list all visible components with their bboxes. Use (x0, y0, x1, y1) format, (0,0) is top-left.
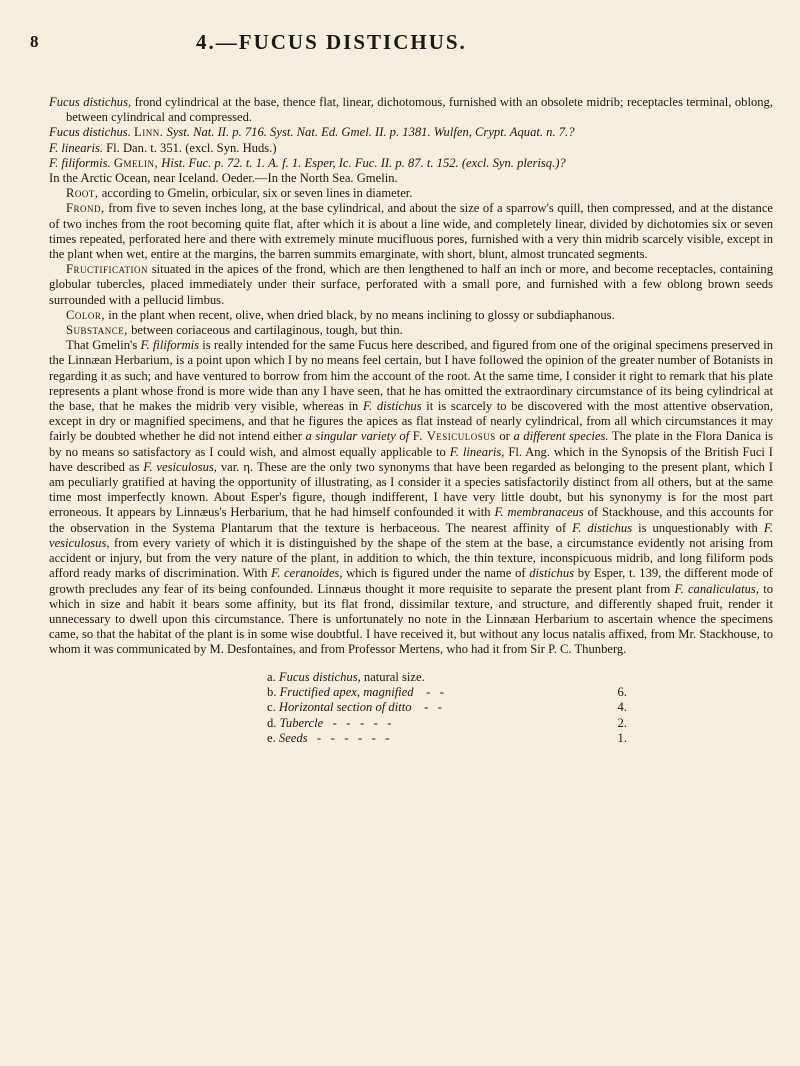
legend-item: e. Seeds - - - - - - 1. (267, 731, 627, 746)
page-number: 8 (30, 32, 39, 51)
synonym-entry: Fucus distichus. Linn. Syst. Nat. II. p. 716. Syst. Nat. Ed. Gmel. II. p. 1381. Wulfen, Crypt. Aquat. n. 7.? (49, 125, 575, 140)
plate-legend (267, 670, 773, 747)
synonym-entry: F. linearis. Fl. Dan. t. 351. (excl. Syn. Huds.) (49, 140, 277, 155)
specific-diagnosis: Fucus distichus, frond cylindrical at the base, thence flat, linear, dichotomous, furnished with an obsolete midrib; receptacles terminal, oblong, between cylindrical and compressed. (49, 95, 773, 125)
legend-item: a. Fucus distichus, natural size. (267, 669, 425, 684)
description-frond: Frond, from five to seven inches long, at the base cylindrical, and about the size of a sparrow's quill, then compressed, and at the distance of two inches from the root becoming quite flat, after which it is about a line wide, and completely linear, divided by dichotomies six or seven times repeated, perforated here and there with extremely minute mucifluous pores, furnished with a very thin midrib scarcely visible, except in the plant when wet, entire at the margins, the barren summits emarginate, with short, blunt, almost truncated segments. (49, 201, 774, 262)
habitat-line: In the Arctic Ocean, near Iceland. Oeder.—In the North Sea. Gmelin. (49, 171, 398, 186)
article-body (49, 95, 773, 747)
synonym-entry: F. filiformis. Gmelin, Hist. Fuc. p. 72. t. 1. A. f. 1. Esper, Ic. Fuc. II. p. 87. t. 152. (excl. Syn. plerisq.)? (49, 155, 566, 170)
commentary-paragraph: That Gmelin's F. filiformis is really intended for the same Fucus here described, and figured from one of the original specimens preserved in the Linnæan Herbarium, is a point upon which I by no means feel certain, but I have followed the opinion of the greater number of Botanists in regarding it as such; and have ventured to borrow from him the account of the root. At the same time, I consider it right to remark that his plate represents a plant whose frond is more wide than any I have seen, that he has omitted the extraordinary circumstance of its being cylindrical at the base, that he makes the midrib very visible, whereas in F. distichus it is scarcely to be discovered with the most attentive observation, except in dry or magnified specimens, and that he figures the apices as flat instead of nearly cylindrical, from all which circumstances it may fairly be doubted whether he did not intend either a singular variety of F. Vesiculosus or a different species. The plate in the Flora Danica is by no means so satisfactory as I could wish, and almost equally applicable to F. linearis, Fl. Ang. which in the Synopsis of the British Fuci I have described as F. vesiculosus, var. η. These are the only two synonyms that have been regarded as belonging to the present plant, which I am peculiarly gratified at having the opportunity of illustrating, as I consider it a species satisfactorily distinct from all others, but at the same time most imperfectly known. About Esper's figure, though indifferent, I have very little doubt, but his synonymy is for the most part erroneous. It appears by Linnæus's Herbarium, that he had himself confounded it with F. membranaceus of Stackhouse, and this accounts for the observation in the Systema Plantarum that the texture is herbaceous. The nearest affinity of F. distichus is unquestionably with F. vesiculosus, from every variety of which it is distinguished by the shape of the stem at the base, a circumstance evidently not arising from accident or injury, but from the very nature of the plant, in addition to which, the thin texture, inconspicuous midrib, and long filiform pods afford ready marks of discrimination. With F. ceranoides, which is figured under the name of distichus by Esper, t. 139, the different mode of growth precludes any fear of its being confounded. Linnæus thought it more requisite to separate the present plant from F. canaliculatus, to which in size and habit it bears some affinity, but its flat frond, dissimilar texture, and structure, and differently shaped fruit, render it unnecessary to dwell upon this circumstance. There is unfortunately no note in the Linnæan Herbarium to ascertain whence the specimens came, so that the habitat of the plant is in some wise doubtful. I have received it, but without any locus natalis affixed, from Mr. Stackhouse, to whom it was communicated by M. Desfontaines, and from Professor Mertens, who had it from Sir P. C. Thunberg. (49, 338, 774, 657)
description-fructification: Fructification situated in the apices of the frond, which are then lengthened to half an inch or more, and become receptacles, containing globular tubercles, placed immediately under their surface, perforated with a small pore, and furnished with a few oblong brown seeds surrounded with a pellucid limbus. (49, 262, 773, 307)
page-header (0, 24, 800, 64)
description-color: Color, in the plant when recent, olive, when dried black, by no means inclining to glossy or subdiaphanous. (66, 307, 615, 322)
legend-item: c. Horizontal section of ditto - - 4. (267, 700, 627, 715)
legend-item: b. Fructified apex, magnified - - 6. (267, 684, 627, 699)
legend-item: d. Tubercle - - - - - 2. (267, 715, 627, 730)
running-title: 4.—FUCUS DISTICHUS. (196, 30, 467, 54)
description-substance: Substance, between coriaceous and cartilaginous, tough, but thin. (66, 323, 403, 338)
description-root: Root, according to Gmelin, orbicular, six or seven lines in diameter. (66, 186, 413, 201)
